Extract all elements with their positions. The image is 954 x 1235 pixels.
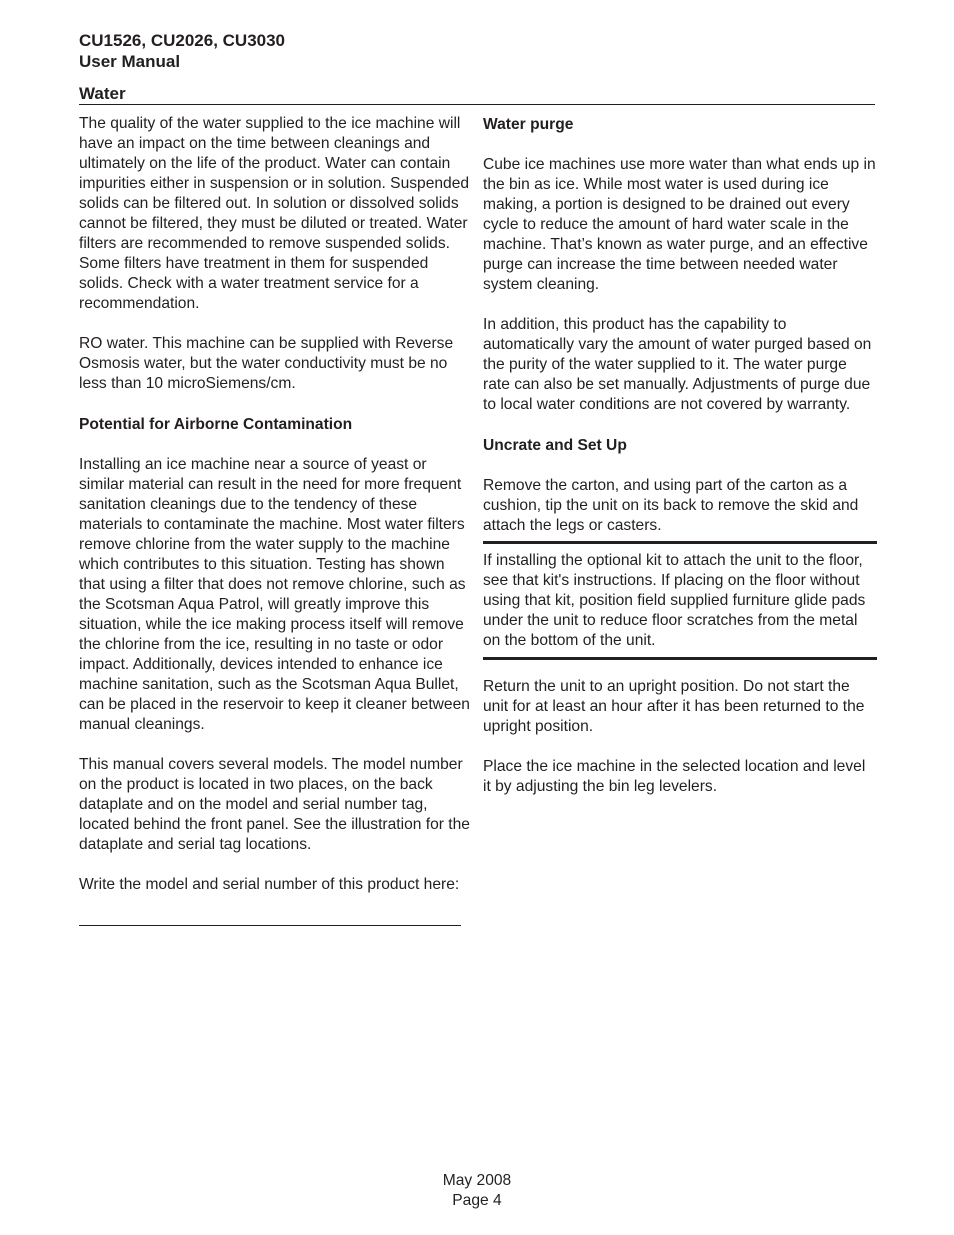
- manual-title: User Manual: [79, 52, 181, 71]
- purge-capability-paragraph: In addition, this product has the capability to automatically vary the amount of water purged based on the purity of the water supplied to it. The water purge rate can also be set manually. Adjustments of purge due to local water conditions are not covered by warranty.: [483, 316, 872, 413]
- document-header: [79, 30, 875, 72]
- page-number: Page 4: [452, 1192, 502, 1209]
- placement-paragraph: Place the ice machine in the selected location and level it by adjusting the bin leg levelers.: [483, 758, 866, 795]
- model-location-paragraph: This manual covers several models. The model number on the product is located in two places, on the back dataplate and on the model and serial number tag, located behind the front panel. See the illustration for the dataplate and serial tag locations.: [79, 756, 470, 853]
- water-purge-paragraph: Cube ice machines use more water than what ends up in the bin as ice. While most water is used during ice making, a portion is designed to be drained out every cycle to reduce the amount of hard water scale in the machine. That’s known as water purge, and an effective purge can increase the time between needed water system cleaning.: [483, 156, 876, 293]
- write-model-paragraph: Write the model and serial number of this product here:: [79, 876, 460, 893]
- section-title: Water: [79, 84, 126, 103]
- model-numbers: CU1526, CU2026, CU3030: [79, 31, 286, 50]
- right-column: [483, 114, 877, 817]
- uncrate-heading: Uncrate and Set Up: [483, 437, 627, 454]
- left-column: [79, 114, 473, 926]
- airborne-contamination-heading: Potential for Airborne Contamination: [79, 416, 353, 433]
- uncrate-paragraph: Remove the carton, and using part of the carton as a cushion, tip the unit on its back to remove the skid and attach the legs or casters.: [483, 477, 859, 534]
- installation-note-text: If installing the optional kit to attach the unit to the floor, see that kit's instructions. If placing on the floor without using that kit, position field supplied furniture glide pads under the unit to reduce floor scratches from the metal on the bottom of the unit.: [483, 552, 866, 649]
- footer-date: May 2008: [442, 1172, 512, 1189]
- water-quality-paragraph: The quality of the water supplied to the ice machine will have an impact on the time between cleanings and ultimately on the life of the product. Water can contain impurities either in suspension or in solution. Suspended solids can be filtered out. In solution or dissolved solids cannot be filtered, they must be diluted or treated. Water filters are recommended to remove suspended solids. Some filters have treatment in them for suspended solids. Check with a water treatment service for a recommendation.: [79, 115, 470, 312]
- installation-note-box: [483, 541, 877, 660]
- upright-paragraph: Return the unit to an upright position. Do not start the unit for at least an hour after it has been returned to the upright position.: [483, 678, 865, 735]
- section-divider: [79, 104, 875, 105]
- water-purge-heading: Water purge: [483, 116, 574, 133]
- model-serial-write-line[interactable]: [79, 905, 461, 926]
- airborne-contamination-paragraph: Installing an ice machine near a source of yeast or similar material can result in the need for more frequent sanitation cleanings due to the tendency of these materials to contaminate the machine. Most water filters remove chlorine from the water supply to the machine which contributes to this situation. Testing has shown that using a filter that does not remove chlorine, such as the Scotsman Aqua Patrol, will greatly improve this situation, while the ice making process itself will remove the chlorine from the ice, resulting in no taste or odor impact. Additionally, devices intended to enhance ice machine sanitation, such as the Scotsman Aqua Bullet, can be placed in the reservoir to keep it cleaner between manual cleanings.: [79, 456, 470, 733]
- ro-water-paragraph: RO water. This machine can be supplied with Reverse Osmosis water, but the water conductivity must be no less than 10 microSiemens/cm.: [79, 335, 454, 392]
- page-footer: [0, 1171, 954, 1211]
